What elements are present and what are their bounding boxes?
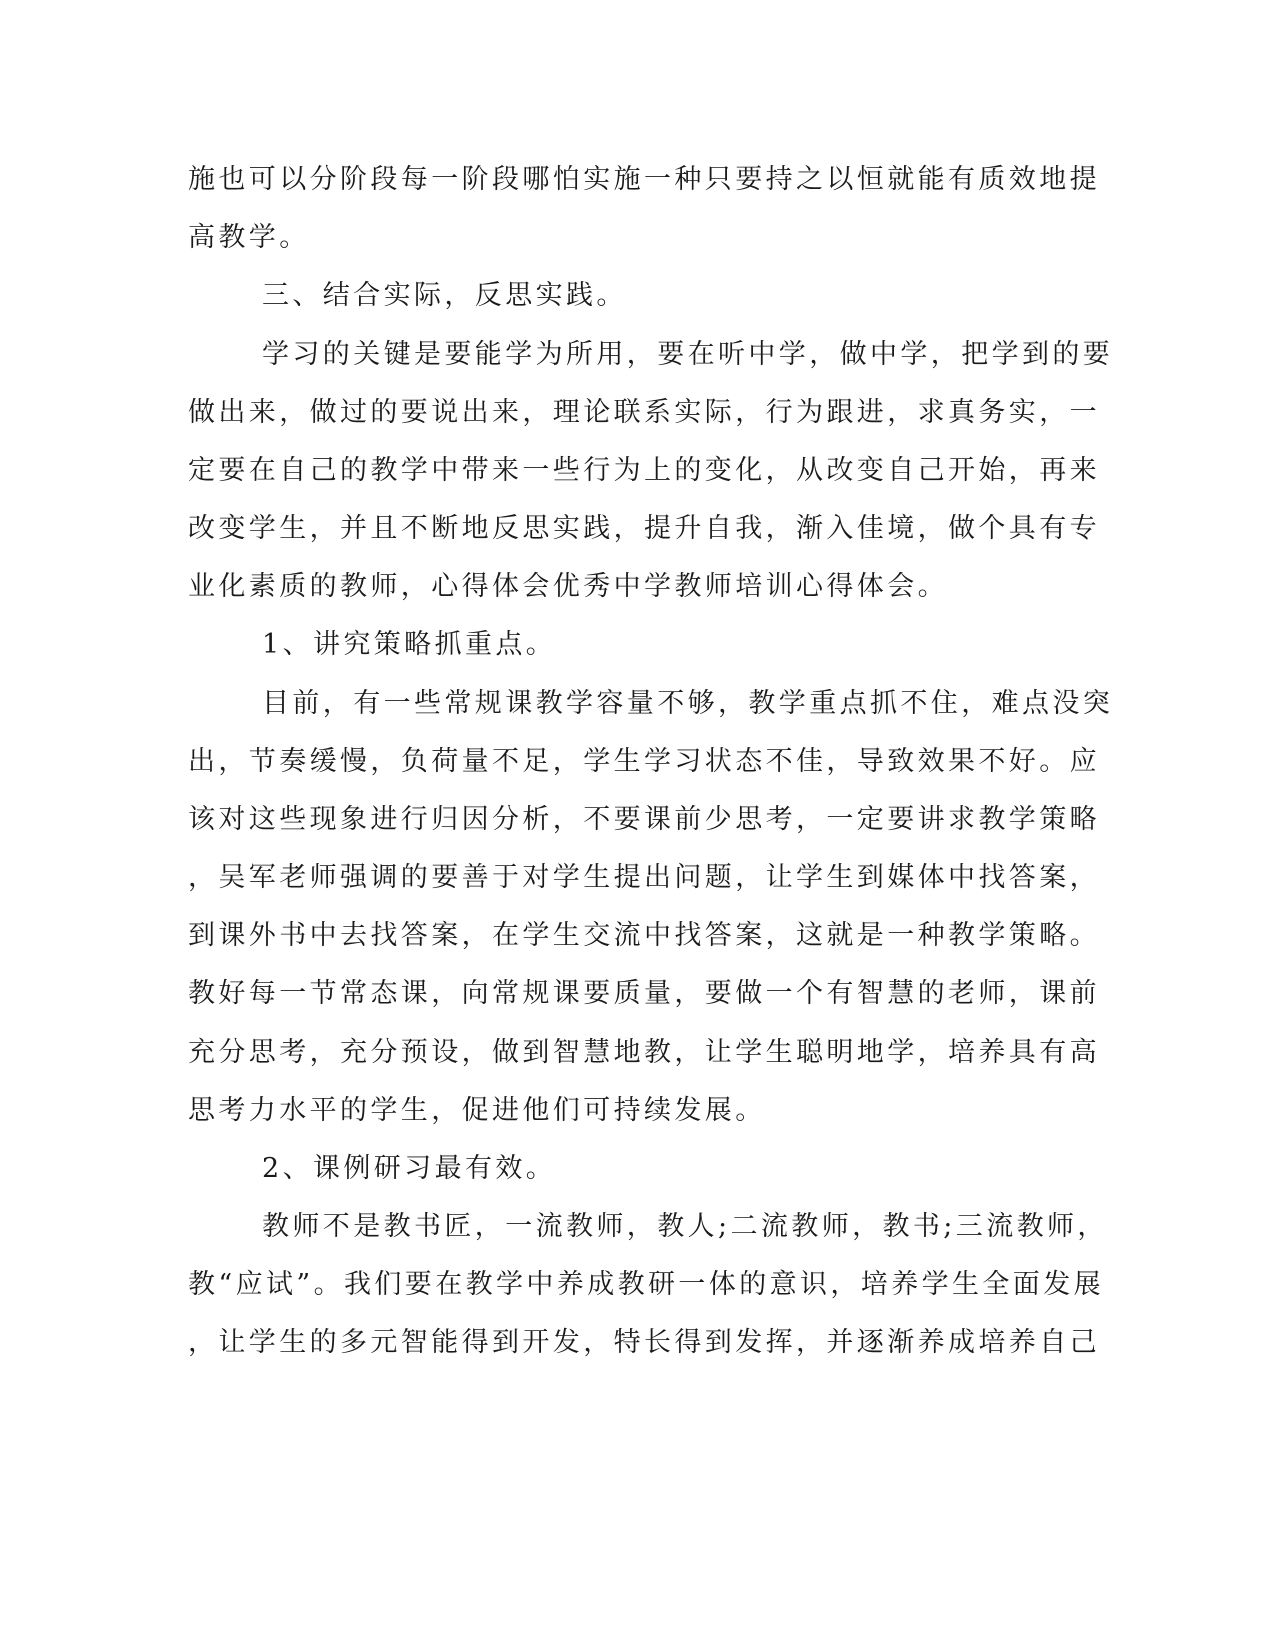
body-text-line: 充分思考，充分预设，做到智慧地教，让学生聪明地学，培养具有高	[188, 1037, 1100, 1068]
paragraph-first-line: 学习的关键是要能学为所用，要在听中学，做中学，把学到的要	[262, 339, 1114, 370]
body-text-line: 教好每一节常态课，向常规课要质量，要做一个有智慧的老师，课前	[188, 978, 1100, 1009]
body-text-line: 高教学。	[188, 222, 310, 253]
body-text-line: 定要在自己的教学中带来一些行为上的变化，从改变自己开始，再来	[188, 455, 1100, 486]
body-text-line: 思考力水平的学生，促进他们可持续发展。	[188, 1095, 766, 1126]
section-heading: 三、结合实际，反思实践。	[262, 280, 627, 311]
body-text-line: 施也可以分阶段每一阶段哪怕实施一种只要持之以恒就能有质效地提	[188, 164, 1100, 195]
body-text-line: 教“应试”。我们要在教学中养成教研一体的意识，培养学生全面发展	[188, 1269, 1105, 1300]
body-text-line: 该对这些现象进行归因分析，不要课前少思考，一定要讲求教学策略	[188, 804, 1100, 835]
body-text-line: 出，节奏缓慢，负荷量不足，学生学习状态不佳，导致效果不好。应	[188, 746, 1100, 777]
body-text-line: ，吴军老师强调的要善于对学生提出问题，让学生到媒体中找答案，	[188, 862, 1100, 893]
body-text-line: 业化素质的教师，心得体会优秀中学教师培训心得体会。	[188, 571, 948, 602]
paragraph-first-line: 目前，有一些常规课教学容量不够，教学重点抓不住，难点没突	[262, 688, 1114, 719]
paragraph-first-line: 教师不是教书匠，一流教师，教人;二流教师，教书;三流教师，	[262, 1211, 1108, 1242]
subsection-heading: 2、课例研习最有效。	[262, 1153, 557, 1184]
body-text-line: ，让学生的多元智能得到开发，特长得到发挥，并逐渐养成培养自己	[188, 1327, 1100, 1358]
subsection-heading: 1、讲究策略抓重点。	[262, 629, 557, 660]
body-text-line: 改变学生，并且不断地反思实践，提升自我，渐入佳境，做个具有专	[188, 513, 1100, 544]
body-text-line: 做出来，做过的要说出来，理论联系实际，行为跟进，求真务实，一	[188, 397, 1100, 428]
body-text-line: 到课外书中去找答案，在学生交流中找答案，这就是一种教学策略。	[188, 920, 1100, 951]
